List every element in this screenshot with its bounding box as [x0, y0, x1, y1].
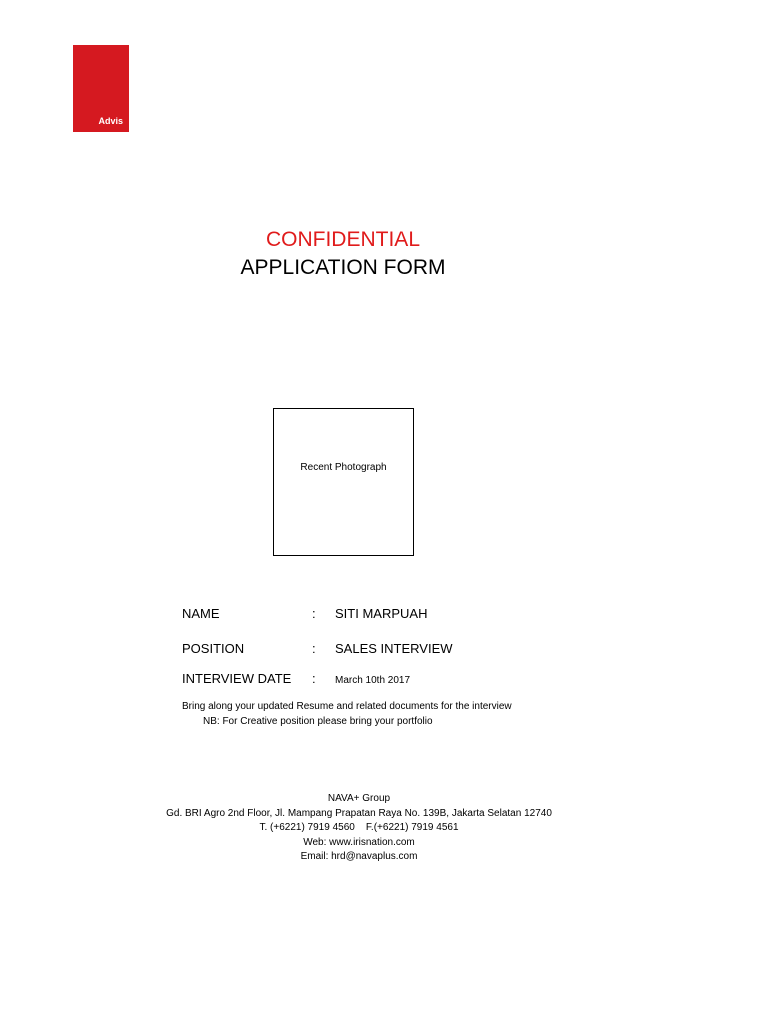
- name-value: SITI MARPUAH: [335, 606, 428, 621]
- photo-label: Recent Photograph: [300, 461, 387, 473]
- footer-web: Web: www.irisnation.com: [303, 836, 415, 848]
- position-value: SALES INTERVIEW: [335, 641, 453, 656]
- company-logo: [73, 45, 129, 132]
- interview-date-colon: :: [312, 671, 316, 686]
- position-label: POSITION: [182, 641, 245, 656]
- name-label: NAME: [182, 606, 220, 621]
- footer: [0, 792, 718, 865]
- confidential-heading: CONFIDENTIAL: [265, 228, 420, 251]
- interview-date-label: INTERVIEW DATE: [182, 671, 292, 686]
- footer-phone: T. (+6221) 7919 4560 F.(+6221) 7919 4561: [259, 822, 459, 834]
- portfolio-note: NB: For Creative position please bring your portfolio: [203, 716, 433, 727]
- resume-note: Bring along your updated Resume and related documents for the interview: [182, 701, 512, 712]
- footer-company: NAVA+ Group: [327, 793, 391, 804]
- photo-placeholder: [273, 408, 414, 556]
- name-colon: :: [312, 606, 316, 621]
- logo-text: Advis: [98, 116, 123, 126]
- interview-date-value: March 10th 2017: [335, 675, 411, 686]
- position-colon: :: [312, 641, 316, 656]
- footer-email: Email: hrd@navaplus.com: [300, 851, 418, 863]
- footer-address: Gd. BRI Agro 2nd Floor, Jl. Mampang Prapatan Raya No. 139B, Jakarta Selatan 12740: [166, 807, 552, 819]
- form-title: APPLICATION FORM: [240, 256, 446, 279]
